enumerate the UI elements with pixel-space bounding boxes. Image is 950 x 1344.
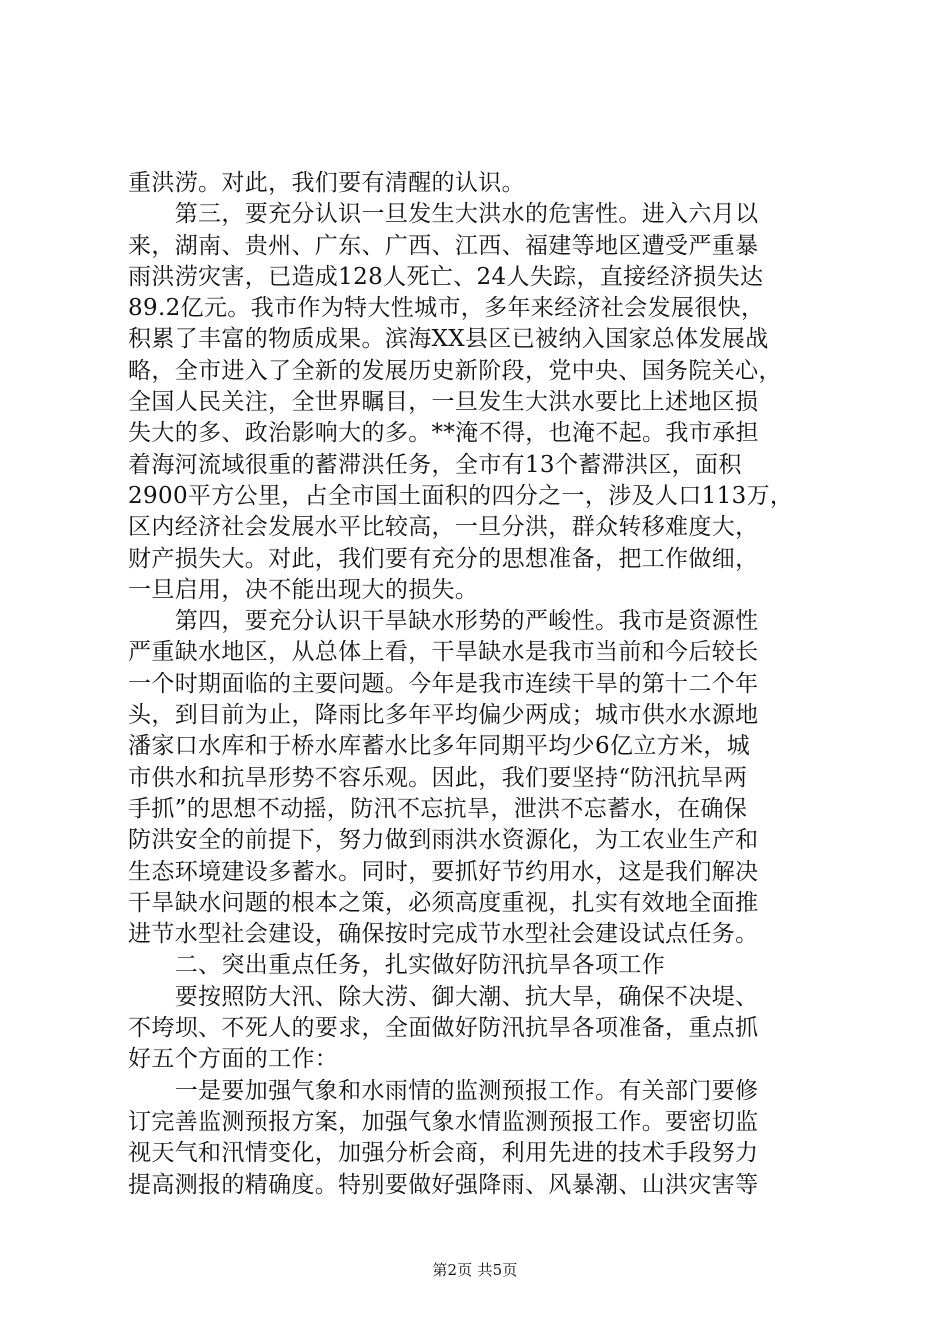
text-line: 重洪涝。对此，我们要有清醒的认识。: [128, 170, 525, 196]
text-line: 着海河流域很重的蓄滞洪任务，全市有13个蓄滞洪区，面积: [128, 451, 742, 478]
text-line: 区内经济社会发展水平比较高，一旦分洪，群众转移难度大，: [128, 514, 759, 541]
document-body: [128, 168, 828, 1201]
text-line: 好五个方面的工作：: [128, 1046, 339, 1073]
text-line: 头，到目前为止，降雨比多年平均偏少两成；城市供水水源地: [128, 702, 759, 729]
text-line: 严重缺水地区，从总体上看，干旱缺水是我市当前和今后较长: [128, 639, 759, 666]
text-line: 第四，要充分认识干旱缺水形势的严峻性。我市是资源性: [128, 608, 759, 635]
text-line: 不垮坝、不死人的要求，全面做好防汛抗旱各项准备，重点抓: [128, 1015, 759, 1042]
text-line: 略，全市进入了全新的发展历史新阶段，党中央、国务院关心，: [128, 357, 782, 384]
text-line: 一旦启用，决不能出现大的损失。: [128, 576, 479, 603]
text-line: 积累了丰富的物质成果。滨海XX县区已被纳入国家总体发展战: [128, 326, 769, 353]
section-heading: 二、突出重点任务，扎实做好防汛抗旱各项工作: [128, 952, 666, 979]
text-line: 视天气和汛情变化，加强分析会商，利用先进的技术手段努力: [128, 1140, 759, 1167]
text-line: 市供水和抗旱形势不容乐观。因此，我们要坚持“防汛抗旱两: [128, 764, 748, 791]
text-line: 失大的多、政治影响大的多。**淹不得，也淹不起。我市承担: [128, 420, 759, 447]
text-line: 2900平方公里，占全市国土面积的四分之一，涉及人口113万，: [128, 482, 794, 509]
text-line: 防洪安全的前提下，努力做到雨洪水资源化，为工农业生产和: [128, 827, 759, 854]
text-line: 潘家口水库和于桥水库蓄水比多年同期平均少6亿立方米，城: [128, 733, 751, 760]
text-line: 来，湖南、贵州、广东、广西、江西、福建等地区遭受严重暴: [128, 232, 759, 259]
text-line: 手抓”的思想不动摇，防汛不忘抗旱，泄洪不忘蓄水，在确保: [128, 795, 748, 822]
text-line: 干旱缺水问题的根本之策，必须高度重视，扎实有效地全面推: [128, 889, 759, 916]
page-number-footer: 第2页 共5页: [432, 1261, 518, 1279]
text-line: 一个时期面临的主要问题。今年是我市连续干旱的第十二个年: [128, 670, 759, 697]
text-line: 第三，要充分认识一旦发生大洪水的危害性。进入六月以: [128, 201, 759, 228]
text-line: 全国人民关注，全世界瞩目，一旦发生大洪水要比上述地区损: [128, 389, 759, 416]
text-line: 提高测报的精确度。特别要做好强降雨、风暴潮、山洪灾害等: [128, 1171, 759, 1198]
text-line: 进节水型社会建设，确保按时完成节水型社会建设试点任务。: [128, 921, 759, 948]
text-line: 雨洪涝灾害，已造成128人死亡、24人失踪，直接经济损失达: [128, 263, 764, 290]
text-line: 订完善监测预报方案，加强气象水情监测预报工作。要密切监: [128, 1108, 759, 1135]
text-line: 一是要加强气象和水雨情的监测预报工作。有关部门要修: [128, 1077, 759, 1104]
text-line: 生态环境建设多蓄水。同时，要抓好节约用水，这是我们解决: [128, 858, 759, 885]
text-line: 财产损失大。对此，我们要有充分的思想准备，把工作做细，: [128, 545, 759, 572]
text-line: 89.2亿元。我市作为特大性城市，多年来经济社会发展很快，: [128, 295, 765, 322]
text-line: 要按照防大汛、除大涝、御大潮、抗大旱，确保不决堤、: [128, 983, 759, 1010]
